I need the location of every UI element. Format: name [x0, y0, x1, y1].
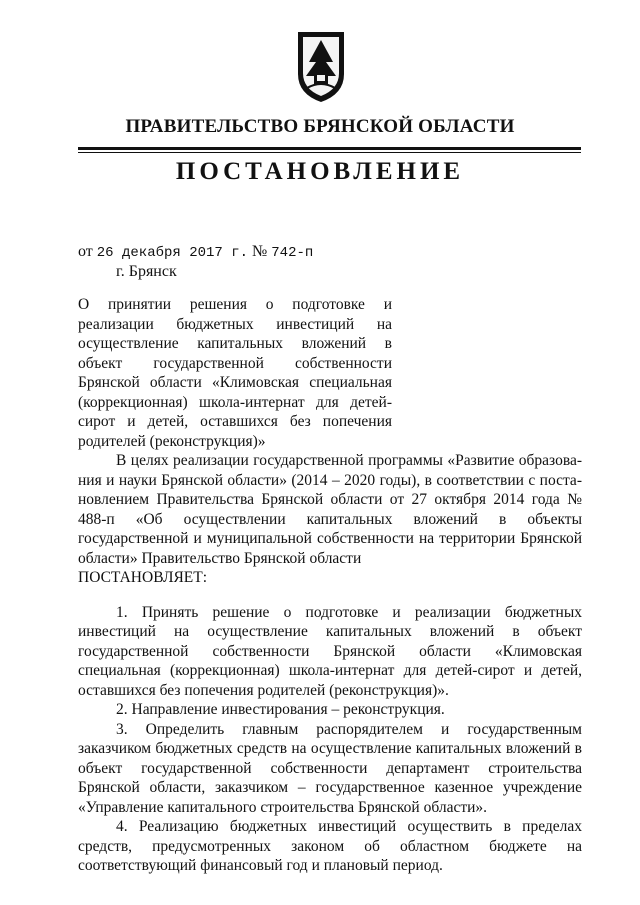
document-type: ПОСТАНОВЛЕНИЕ	[175, 158, 465, 185]
number-prefix: №	[252, 243, 268, 260]
city: г. Брянск	[116, 263, 177, 280]
coat-of-arms-icon	[292, 28, 350, 104]
document-subject: О принятии решения о подготовке и реализации бюджетных инвестиций на осуществление капитальных вложений в объект государственной собственности Брянской области «Климовская специальная (коррекционная) школа-интернат для детей-сирот и детей, оставшихся без попечения родителей (реконструкция)»	[78, 296, 392, 450]
government-title: ПРАВИТЕЛЬСТВО БРЯНСКОЙ ОБЛАСТИ	[125, 116, 515, 137]
preamble-paragraph: В целях реализации государственной программы «Развитие образования и науки Брянской области» (2014 – 2020 годы), в соответствии с постановлением Правительства Брянской области от 27 октября 2014 года № 488-п «Об осуществлении капитальных вложений в объекты государственной и муниципальной собственности на территории Брянской области» Правительство Брянской области	[78, 452, 582, 567]
document-date: 26 декабря 2017 г.	[96, 245, 249, 261]
header-rule-thin	[78, 152, 581, 153]
list-item: 1. Принять решение о подготовке и реализации бюджетных инвестиций на осуществление капитальных вложений в объект государственной собственности Брянской области «Климовская специальная (коррекционная) школа-интернат для детей-сирот и детей, оставшихся без попечения родителей (реконструкция)».	[78, 603, 582, 699]
list-item: 2. Направление инвестирования – реконструкция.	[116, 701, 445, 718]
document-body	[78, 451, 582, 876]
list-item: 4. Реализацию бюджетных инвестиций осуществить в пределах средств, предусмотренных законом об областном бюджете на соответствующий финансовый год и плановый период.	[78, 818, 582, 874]
list-item: 3. Определить главным распорядителем и государственным заказчиком бюджетных средств на осуществление капитальных вложений в объект государственной собственности департамент строительства Брянской области, заказчиком – государственное казенное учреждение «Управление капитального строительства Брянской области».	[78, 720, 582, 816]
header-rule-thick	[78, 147, 581, 150]
document-number: 742-п	[271, 245, 314, 261]
registration-line	[78, 243, 313, 261]
resolves-heading: ПОСТАНОВЛЯЕТ:	[78, 569, 208, 586]
from-prefix: от	[78, 243, 93, 260]
